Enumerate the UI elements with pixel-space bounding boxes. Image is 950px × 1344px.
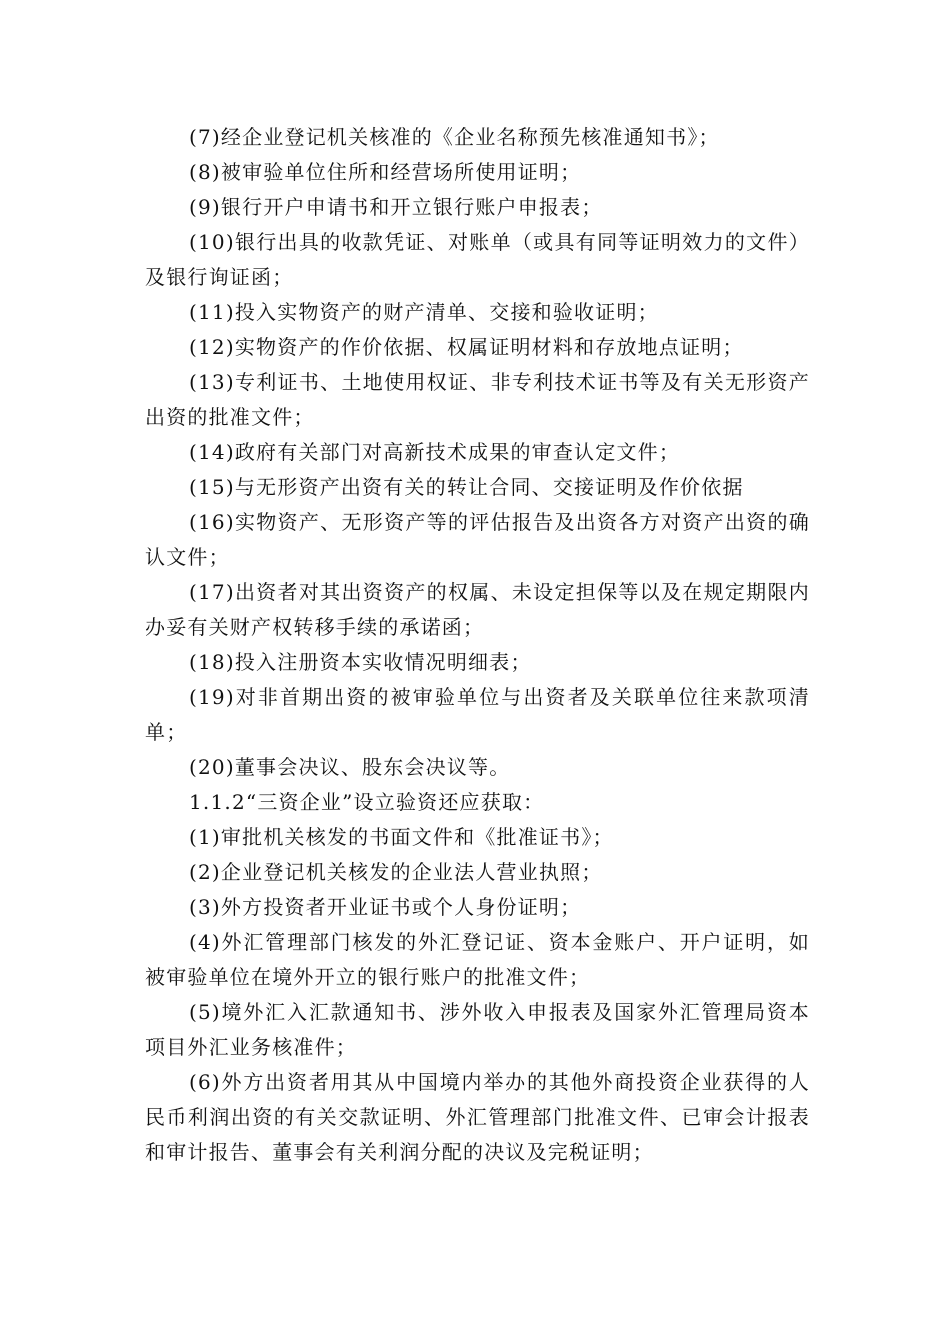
paragraph-item-5: (5)境外汇入汇款通知书、涉外收入申报表及国家外汇管理局资本项目外汇业务核准件；: [145, 1000, 810, 1059]
paragraph-item-14: (14)政府有关部门对高新技术成果的审查认定文件；: [189, 440, 681, 464]
paragraph-item-16: (16)实物资产、无形资产等的评估报告及出资各方对资产出资的确认文件；: [145, 510, 810, 569]
paragraph-item-9: (9)银行开户申请书和开立银行账户申报表；: [189, 195, 603, 219]
paragraph-item-8: (8)被审验单位住所和经营场所使用证明；: [189, 160, 582, 184]
section-heading-1-1-2: 1.1.2“三资企业”设立验资还应获取：: [189, 790, 545, 814]
paragraph-item-10: (10)银行出具的收款凭证、对账单（或具有同等证明效力的文件）及银行询证函；: [145, 230, 810, 289]
paragraph-item-20: (20)董事会决议、股东会决议等。: [189, 755, 511, 779]
document-body: [145, 120, 810, 1170]
paragraph-item-11: (11)投入实物资产的财产清单、交接和验收证明；: [189, 300, 659, 324]
paragraph-item-19: (19)对非首期出资的被审验单位与出资者及关联单位往来款项清单；: [145, 685, 810, 744]
paragraph-item-6: (6)外方出资者用其从中国境内举办的其他外商投资企业获得的人民币利润出资的有关交款证明、外汇管理部门批准文件、已审会计报表和审计报告、董事会有关利润分配的决议及完税证明；: [145, 1070, 810, 1164]
paragraph-item-17: (17)出资者对其出资资产的权属、未设定担保等以及在规定期限内办妥有关财产权转移手续的承诺函；: [145, 580, 810, 639]
paragraph-item-18: (18)投入注册资本实收情况明细表；: [189, 650, 532, 674]
paragraph-item-1: (1)审批机关核发的书面文件和《批准证书》；: [189, 825, 614, 849]
paragraph-item-13: (13)专利证书、土地使用权证、非专利技术证书等及有关无形资产出资的批准文件；: [145, 370, 810, 429]
paragraph-item-7: (7)经企业登记机关核准的《企业名称预先核准通知书》；: [189, 125, 720, 149]
paragraph-item-2: (2)企业登记机关核发的企业法人营业执照；: [189, 860, 603, 884]
paragraph-item-4: (4)外汇管理部门核发的外汇登记证、资本金账户、开户证明，如被审验单位在境外开立的银行账户的批准文件；: [145, 930, 810, 989]
paragraph-item-12: (12)实物资产的作价依据、权属证明材料和存放地点证明；: [189, 335, 744, 359]
paragraph-item-3: (3)外方投资者开业证书或个人身份证明；: [189, 895, 582, 919]
paragraph-item-15: (15)与无形资产出资有关的转让合同、交接证明及作价依据: [189, 475, 744, 499]
